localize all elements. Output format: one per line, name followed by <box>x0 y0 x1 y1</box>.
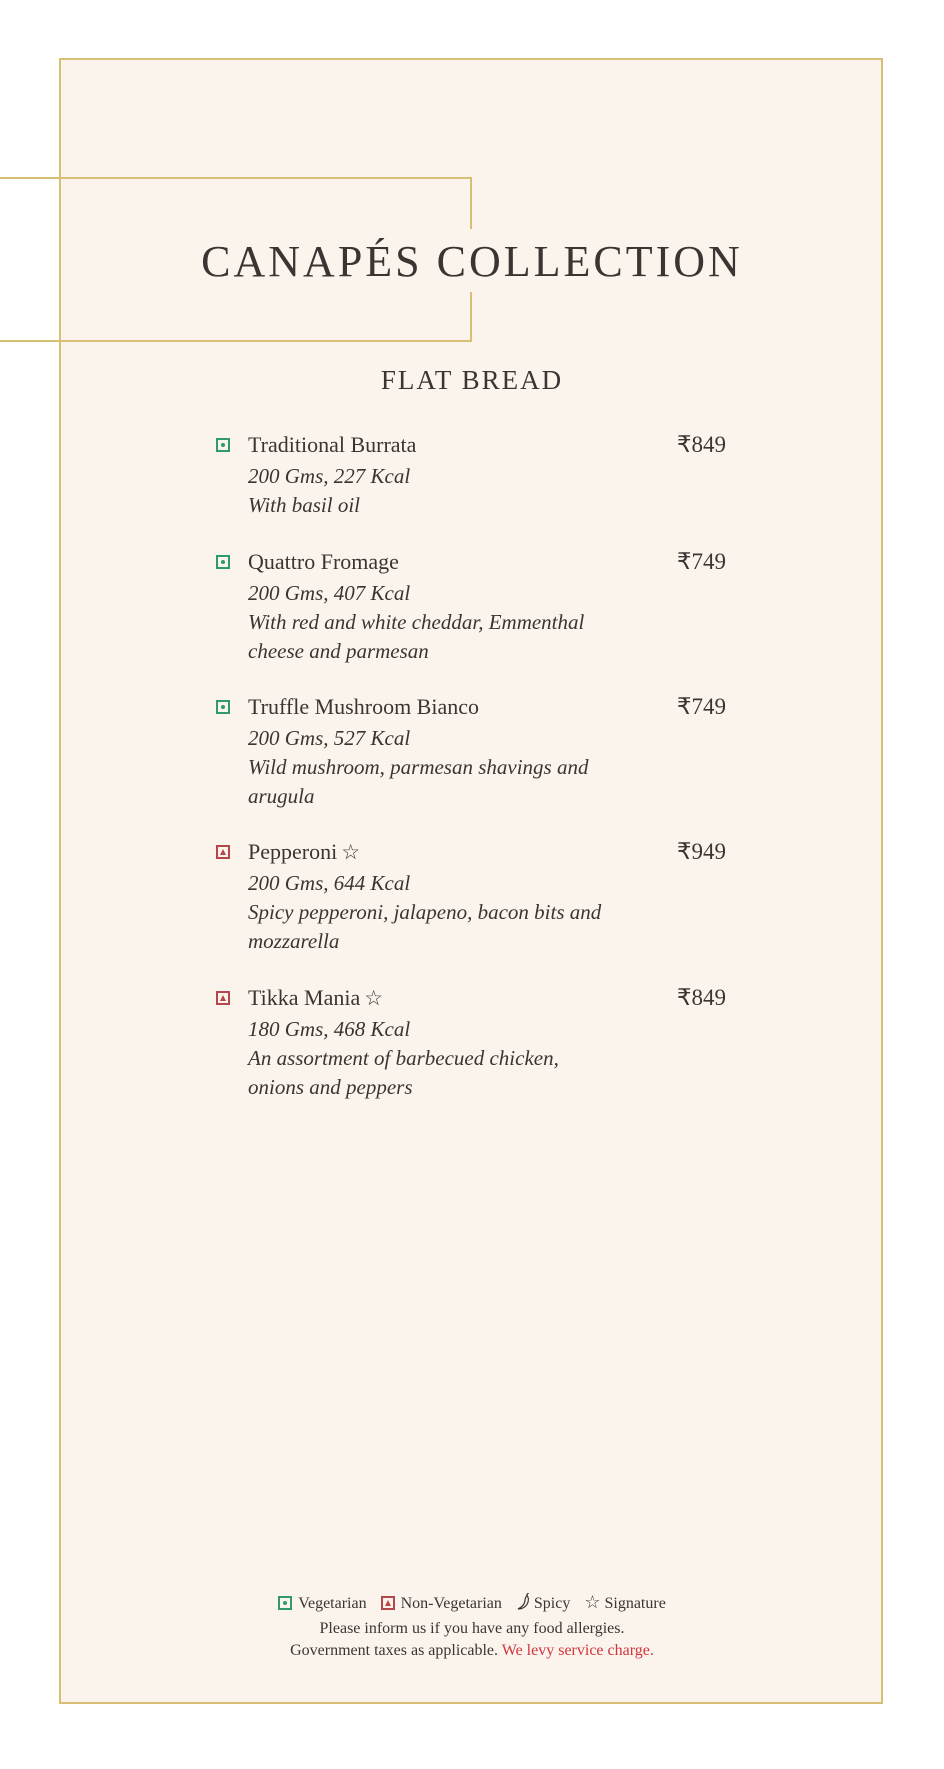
item-description: An assortment of barbecued chicken, onions and peppers <box>248 1046 559 1099</box>
title-bracket-bottom-vertical <box>470 292 472 342</box>
section-heading: FLAT BREAD <box>380 365 564 395</box>
legend-vegetarian-label: Vegetarian <box>298 1595 367 1612</box>
item-name <box>248 839 360 865</box>
signature-star-icon: ☆ <box>364 986 384 1010</box>
item-price: ₹849 <box>676 985 726 1010</box>
item-price: ₹749 <box>676 549 726 574</box>
item-detail: 200 Gms, 644 Kcal <box>248 871 411 895</box>
item-price: ₹749 <box>676 694 726 719</box>
non-vegetarian-icon <box>381 1596 395 1610</box>
title-bracket-top <box>0 177 472 179</box>
title-bracket-bottom <box>0 340 472 342</box>
non-vegetarian-icon <box>216 845 230 859</box>
legend-spicy-label: Spicy <box>533 1595 571 1612</box>
vegetarian-icon <box>216 700 230 714</box>
item-detail: 180 Gms, 468 Kcal <box>248 1017 411 1041</box>
menu-item <box>216 985 726 1102</box>
item-name: Truffle Mushroom Bianco <box>248 694 479 719</box>
allergy-note: Please inform us if you have any food allergies. <box>319 1620 625 1637</box>
item-description: With red and white cheddar, Emmenthal cheese and parmesan <box>248 610 585 663</box>
item-detail: 200 Gms, 227 Kcal <box>248 464 411 488</box>
vegetarian-icon <box>216 438 230 452</box>
legend-vegetarian <box>278 1595 366 1613</box>
page-title: CANAPÉS COLLECTION <box>201 237 743 286</box>
item-description: With basil oil <box>248 493 361 517</box>
item-description: Spicy pepperoni, jalapeno, bacon bits and mozzarella <box>248 900 602 953</box>
vegetarian-icon <box>216 555 230 569</box>
item-price: ₹949 <box>676 839 726 864</box>
legend-signature <box>584 1592 665 1613</box>
item-name-text: Tikka Mania <box>248 985 361 1010</box>
service-charge-note: We levy service charge. <box>501 1642 654 1659</box>
chili-icon <box>516 1593 532 1611</box>
star-icon: ☆ <box>584 1592 601 1612</box>
item-detail: 200 Gms, 527 Kcal <box>248 726 411 750</box>
legend-spicy <box>516 1593 570 1613</box>
legend-non-vegetarian-label: Non-Vegetarian <box>400 1595 502 1612</box>
item-name <box>248 985 383 1011</box>
menu-item <box>216 549 726 666</box>
item-description: Wild mushroom, parmesan shavings and arugula <box>248 755 589 808</box>
menu-item <box>216 432 726 520</box>
non-vegetarian-icon <box>216 991 230 1005</box>
signature-star-icon: ☆ <box>341 840 361 864</box>
legend-non-vegetarian <box>381 1595 502 1613</box>
menu-item <box>216 694 726 811</box>
legend-signature-label: Signature <box>604 1595 666 1612</box>
item-detail: 200 Gms, 407 Kcal <box>248 581 411 605</box>
item-name: Quattro Fromage <box>248 549 399 574</box>
menu-item <box>216 839 726 956</box>
title-bracket-top-vertical <box>470 177 472 229</box>
item-price: ₹849 <box>676 432 726 457</box>
tax-note-line <box>0 1642 944 1660</box>
item-name-text: Pepperoni <box>248 839 338 864</box>
tax-note: Government taxes as applicable. <box>290 1642 499 1659</box>
legend <box>0 1592 944 1613</box>
item-name: Traditional Burrata <box>248 432 417 457</box>
vegetarian-icon <box>278 1596 292 1610</box>
